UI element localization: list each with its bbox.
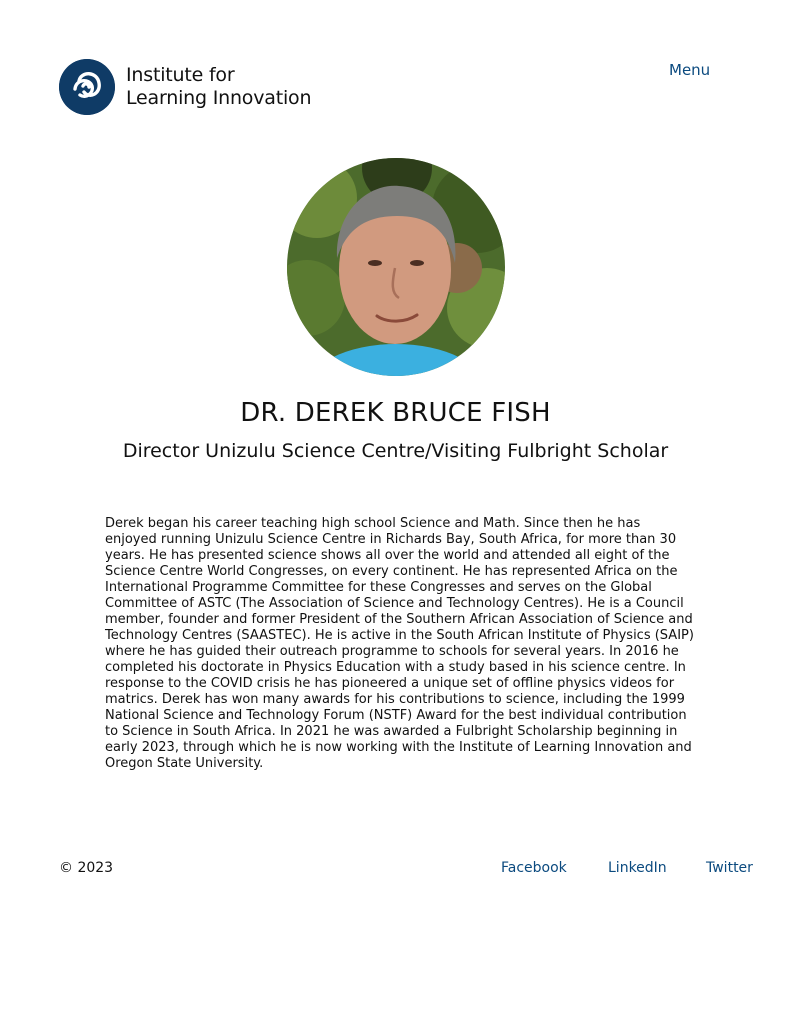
profile-bio: Derek began his career teaching high school Science and Math. Since then he has enjoyed running Unizulu Science Centre in Richards Bay, South Africa, for more than 30 years. He has presented science shows all over the world and attended all eight of the Science Centre World Congresses, on every continent. He has represented Africa on the International Programme Committee for these Congresses and serves on the Global Committee of ASTC (The Association of Science and Technology Centres). He is a Council member, founder and former President of the Southern African Association of Science and Technology Centres (SAASTEC). He is active in the South African Institute of Physics (SAIP) where he has guided their outreach programme to schools for several years. In 2016 he completed his doctorate in Physics Education with a study based in his science centre. In response to the COVID crisis he has pioneered a unique set of offline physics videos for matrics. Derek has won many awards for his contributions to science, including the 1999 National Science and Technology Forum (NSTF) Award for the best individual contribution to Science in South Africa. In 2021 he was awarded a Fulbright Scholarship beginning in early 2023, through which he is now working with the Institute of Learning Innovation and Oregon State University. (105, 516, 694, 771)
logo-line-1: Institute for (126, 64, 235, 86)
profile-role: Director Unizulu Science Centre/Visiting Fulbright Scholar (122, 440, 669, 462)
linkedin-link[interactable]: LinkedIn (608, 860, 667, 876)
twitter-link[interactable]: Twitter (706, 860, 753, 876)
profile-section (0, 158, 791, 462)
logo-line-2: Learning Innovation (126, 87, 312, 109)
menu-button[interactable]: Menu (669, 61, 711, 79)
institute-logo-icon (59, 59, 115, 115)
logo-wordmark (126, 64, 311, 110)
profile-name: DR. DEREK BRUCE FISH (240, 398, 551, 428)
copyright-text: © 2023 (59, 860, 114, 876)
site-header (0, 0, 791, 130)
home-logo-link[interactable] (59, 59, 311, 115)
site-footer (0, 858, 791, 882)
profile-photo (287, 158, 505, 376)
facebook-link[interactable]: Facebook (501, 860, 567, 876)
